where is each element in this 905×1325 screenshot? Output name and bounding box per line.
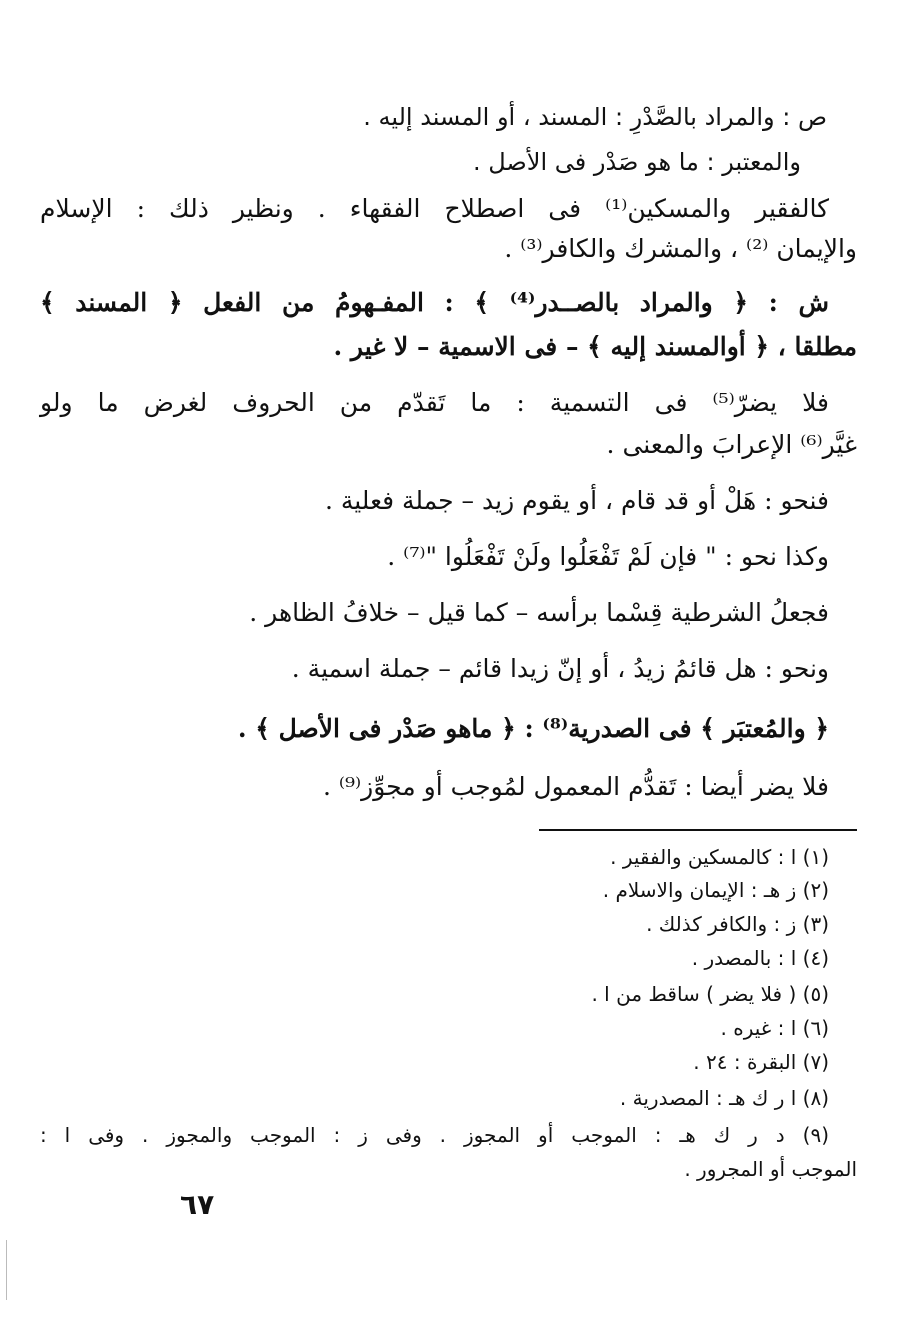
example-line-3: فجعلُ الشرطية قِسْما برأسه – كما قيل – خلافُ الظاهر . <box>249 598 829 627</box>
footnote-1: (١) ا : كالمسكين والفقير . <box>610 845 829 869</box>
example-line-1: فنحو : هَلْ أو قد قام ، أو يقوم زيد – جملة فعلية . <box>324 486 829 515</box>
scan-edge-mark <box>6 1240 7 1300</box>
example-line-5: ﴿ والمُعتبَر ﴾ فى الصدرية⁽⁸⁾ : ﴿ ماهو صَدْر فى الأصل ﴾ . <box>237 714 829 743</box>
paragraph-2-line-2: غيَّر⁽⁶⁾ الإعرابَ والمعنى . <box>606 430 857 459</box>
matn-line-2: والمعتبر : ما هو صَدْر فى الأصل . <box>472 148 801 176</box>
footnote-5: (٥) ( فلا يضر ) ساقط من ا . <box>591 982 829 1006</box>
footnote-7: (٧) البقرة : ٢٤ . <box>693 1050 829 1074</box>
paragraph-2-line-1: فلا يضرّ⁽⁵⁾ فى التسمية : ما تَقدّم من الحروف لغرض ما ولو <box>40 388 829 417</box>
footnote-4: (٤) ا : بالمصدر . <box>691 946 829 970</box>
matn-line-1: ص : والمراد بالصَّدْرِ : المسند ، أو المسند إليه . <box>363 103 827 131</box>
footnote-9-line-2: الموجب أو المجرور . <box>684 1157 857 1181</box>
paragraph-1-line-2: والإيمان ⁽²⁾ ، والمشرك والكافر⁽³⁾ . <box>504 234 857 263</box>
footnote-3: (٣) ز : والكافر كذلك . <box>646 912 829 936</box>
example-line-6: فلا يضر أيضا : تَقدُّم المعمول لمُوجب أو مجوِّز⁽⁹⁾ . <box>322 772 829 801</box>
sharh-line-2: مطلقا ، ﴿ أوالمسند إليه ﴾ – فى الاسمية – لا غير . <box>333 332 857 361</box>
footnote-8: (٨) ا ر ك هـ : المصدرية . <box>619 1086 829 1110</box>
example-line-4: ونحو : هل قائمُ زيدُ ، أو إنّ زيدا قائم – جملة اسمية . <box>291 654 829 683</box>
page-number: ٦٧ <box>180 1188 215 1221</box>
sharh-line-1: ش : ﴿ والمراد بالصــدر⁽⁴⁾ ﴾ : المفـهومُ من الفعل ﴿ المسند ﴾ <box>40 288 829 317</box>
footnote-9-line-1: (٩) د ر ك هـ : الموجب أو المجوز . وفى ز : الموجب والمجوز . وفى ا : <box>40 1123 829 1147</box>
footnote-separator <box>539 829 857 831</box>
footnote-2: (٢) ز هـ : الإيمان والاسلام . <box>602 878 829 902</box>
paragraph-1-line-1: كالفقير والمسكين⁽¹⁾ فى اصطلاح الفقهاء . ونظير ذلك : الإسلام <box>40 194 829 223</box>
footnote-6: (٦) ا : غيره . <box>720 1016 829 1040</box>
example-line-2: وكذا نحو : " فإن لَمْ تَفْعَلُوا ولَنْ تَفْعَلُوا "⁽⁷⁾ . <box>387 542 829 571</box>
